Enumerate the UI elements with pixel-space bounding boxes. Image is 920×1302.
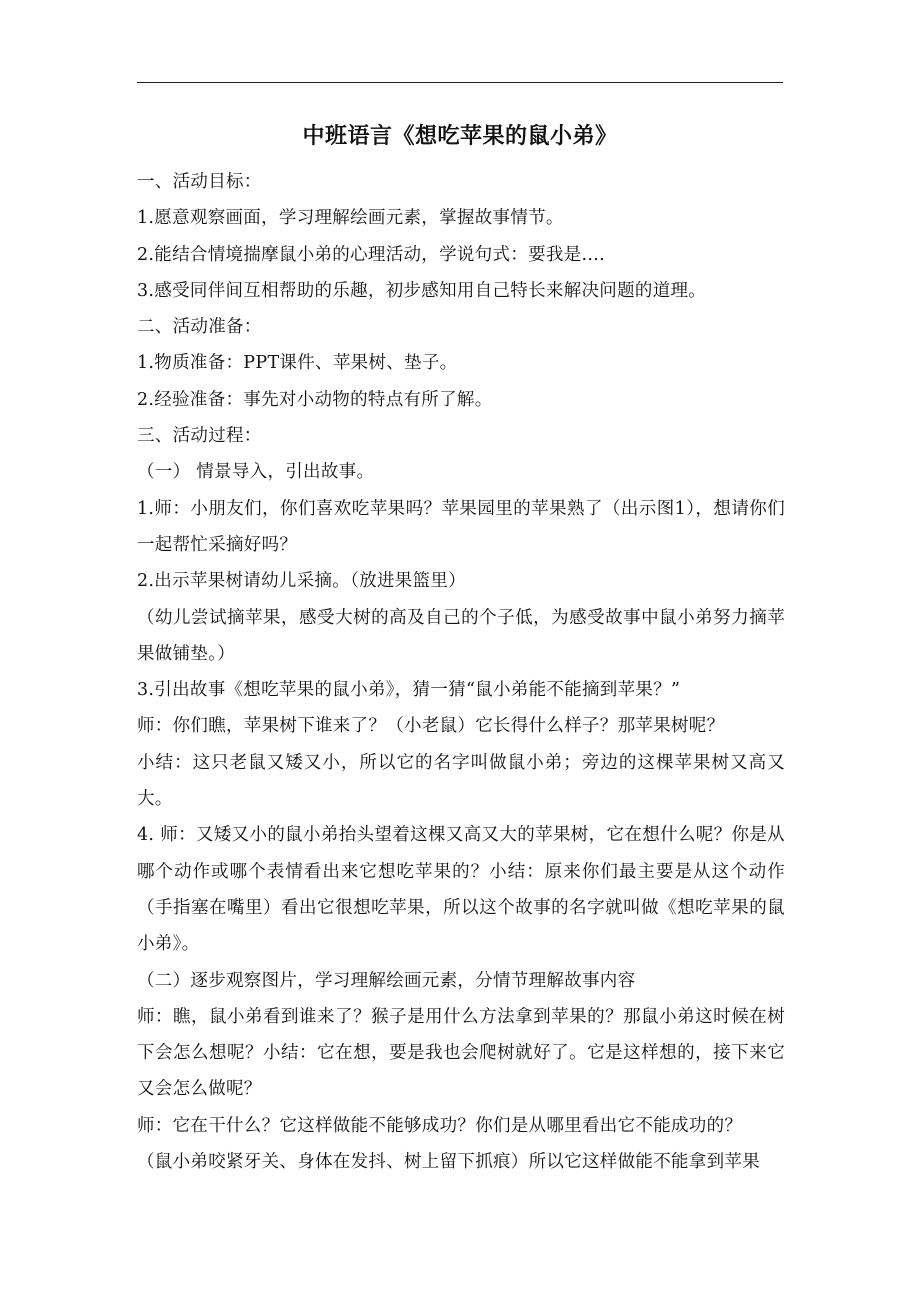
goal-item-3: 3.感受同伴间互相帮助的乐趣，初步感知用自己特长来解决问题的道理。 [137, 280, 707, 301]
process-paragraph: 4. 师：又矮又小的鼠小弟抬头望着这棵又高又大的苹果树，它在想什么呢？你是从哪个动作或哪个表情看出来它想吃苹果的？小结：原来你们最主要是从这个动作（手指塞在嘴里）看出它很想吃苹果，所以这个故事的名字就叫做《想吃苹果的鼠小弟》。 [137, 825, 785, 955]
process-paragraph: 1.师：小朋友们，你们喜欢吃苹果吗？苹果园里的苹果熟了（出示图1），想请你们一起帮忙采摘好吗？ [137, 498, 785, 555]
process-paragraph: 小结：这只老鼠又矮又小，所以它的名字叫做鼠小弟；旁边的这棵苹果树又高又大。 [137, 752, 785, 810]
process-paragraph: （鼠小弟咬紧牙关、身体在发抖、树上留下抓痕）所以它这样做能不能拿到苹果 [137, 1152, 760, 1173]
document-body [137, 164, 785, 1180]
process-paragraph: （幼儿尝试摘苹果，感受大树的高及自己的个子低，为感受故事中鼠小弟努力摘苹果做铺垫。） [137, 607, 785, 664]
preparation-item-2: 2.经验准备：事先对小动物的特点有所了解。 [137, 389, 493, 410]
goal-item-2: 2.能结合情境揣摩鼠小弟的心理活动，学说句式：要我是.... [137, 244, 605, 265]
section-heading-preparation: 二、活动准备： [137, 317, 262, 338]
process-paragraph: 师：你们瞧，苹果树下谁来了？（小老鼠）它长得什么样子？那苹果树呢？ [137, 716, 725, 737]
section-heading-process: 三、活动过程： [137, 426, 262, 447]
preparation-item-1: 1.物质准备：PPT课件、苹果树、垫子。 [137, 353, 458, 374]
process-subheading-2: （二）逐步观察图片，学习理解绘画元素，分情节理解故事内容 [137, 970, 636, 991]
process-paragraph: 3.引出故事《想吃苹果的鼠小弟》，猜一猜“鼠小弟能不能摘到苹果？” [137, 680, 681, 701]
goal-item-1: 1.愿意观察画面，学习理解绘画元素，掌握故事情节。 [137, 208, 564, 229]
process-paragraph: 2.出示苹果树请幼儿采摘。（放进果篮里） [137, 571, 466, 592]
section-heading-goals: 一、活动目标： [137, 172, 262, 192]
header-rule [137, 82, 783, 83]
process-paragraph: 师：瞧，鼠小弟看到谁来了？猴子是用什么方法拿到苹果的？那鼠小弟这时候在树下会怎么想呢？小结：它在想，要是我也会爬树就好了。它是这样想的，接下来它又会怎么做呢？ [137, 1006, 785, 1100]
document-title: 中班语言《想吃苹果的鼠小弟》 [302, 123, 618, 149]
process-subheading-1: （一） 情景导入，引出故事。 [137, 462, 375, 483]
process-paragraph: 师：它在干什么？它这样做能不能够成功？你们是从哪里看出它不能成功的？ [137, 1115, 743, 1136]
